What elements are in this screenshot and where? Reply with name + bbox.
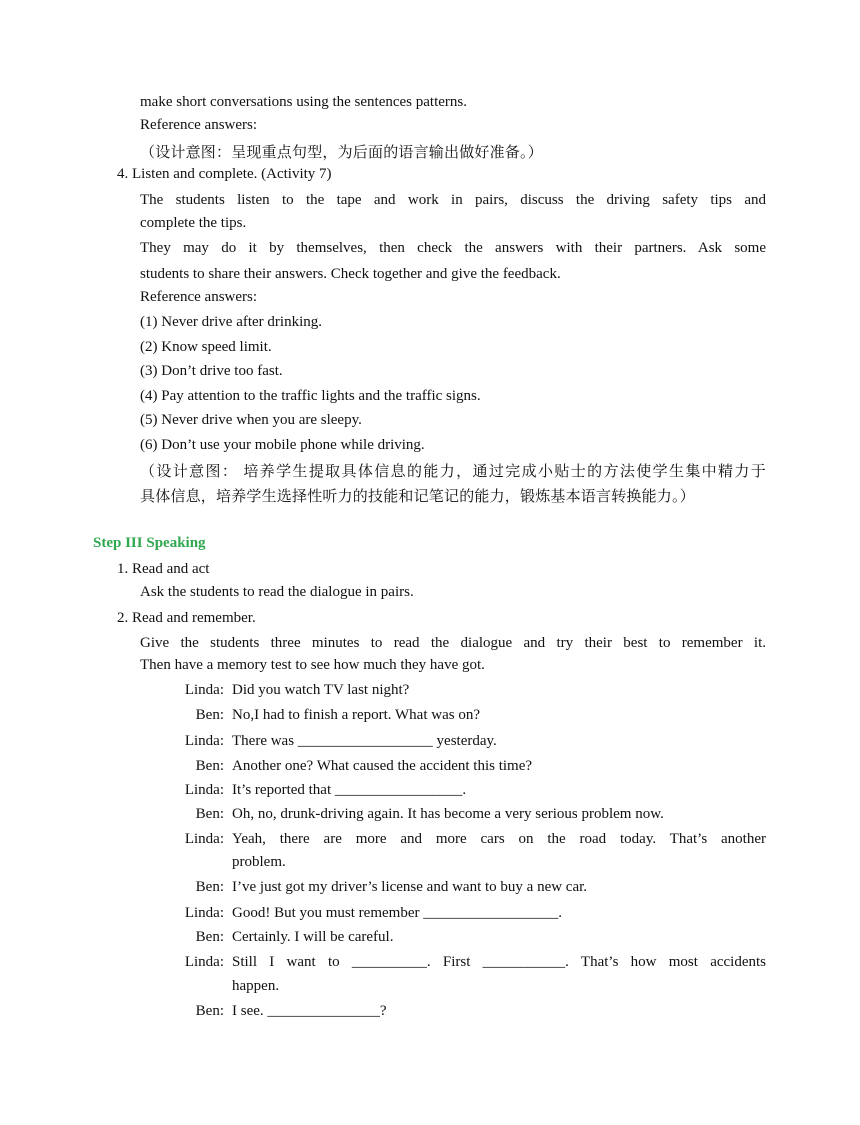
answer-item: (5) Never drive when you are sleepy. <box>140 412 362 428</box>
speaker-name: Linda: <box>184 905 224 921</box>
dialogue-text: Another one? What caused the accident this time? <box>232 758 533 774</box>
dialogue-text: Did you watch TV last night? <box>232 682 410 698</box>
dialogue-text: Oh, no, drunk-driving again. It has become a very serious problem now. <box>232 806 664 822</box>
dialogue-line <box>172 877 587 897</box>
answer-item: (4) Pay attention to the traffic lights and the traffic signs. <box>140 388 481 404</box>
dialogue-text: It’s reported that _________________. <box>232 782 467 798</box>
text-line: complete the tips. <box>140 215 247 231</box>
speaker-name: Ben: <box>195 879 224 895</box>
text-line: The students listen to the tape and work in pairs, discuss the driving safety tips and <box>140 192 766 208</box>
dialogue-text: Certainly. I will be careful. <box>232 929 394 945</box>
dialogue-line <box>172 804 664 824</box>
design-intent-note: （设计意图： 培养学生提取具体信息的能力，通过完成小贴士的方法使学生集中精力于 <box>140 464 766 480</box>
text-line: Give the students three minutes to read the dialogue and try their best to remember it. <box>140 635 766 651</box>
dialogue-text: I see. _______________? <box>232 1003 387 1019</box>
speaker-name: Ben: <box>195 758 224 774</box>
list-item-heading: 4. Listen and complete. (Activity 7) <box>117 166 332 182</box>
dialogue-continuation: problem. <box>232 854 286 870</box>
dialogue-line <box>172 780 466 800</box>
text-line: Ask the students to read the dialogue in pairs. <box>140 584 414 600</box>
design-intent-note: （设计意图：呈现重点句型，为后面的语言输出做好准备。） <box>140 145 543 161</box>
design-intent-note: 具体信息，培养学生选择性听力的技能和记笔记的能力，锻炼基本语言转换能力。） <box>140 489 695 505</box>
speaker-name: Ben: <box>195 806 224 822</box>
dialogue-line <box>172 680 409 700</box>
text-line: Then have a memory test to see how much they have got. <box>140 657 485 673</box>
dialogue-line <box>172 952 766 972</box>
speaker-name: Ben: <box>195 929 224 945</box>
answer-item: (1) Never drive after drinking. <box>140 314 323 330</box>
dialogue-line <box>172 829 766 849</box>
speaker-name: Ben: <box>195 707 224 723</box>
speaker-name: Ben: <box>195 1003 224 1019</box>
list-item-heading: 1. Read and act <box>117 561 210 577</box>
dialogue-text: I’ve just got my driver’s license and want to buy a new car. <box>232 879 588 895</box>
text-line: They may do it by themselves, then check the answers with their partners. Ask some <box>140 240 766 256</box>
dialogue-line <box>172 756 532 776</box>
answer-item: (6) Don’t use your mobile phone while driving. <box>140 437 425 453</box>
speaker-name: Linda: <box>184 682 224 698</box>
dialogue-line <box>172 927 393 947</box>
text-line: students to share their answers. Check together and give the feedback. <box>140 266 561 282</box>
speaker-name: Linda: <box>184 954 224 970</box>
answer-item: (3) Don’t drive too fast. <box>140 363 283 379</box>
section-heading: Step III Speaking <box>93 535 206 551</box>
dialogue-continuation: happen. <box>232 978 280 994</box>
dialogue-line <box>172 903 562 923</box>
dialogue-text: Still I want to __________. First ___________. That’s how most accidents <box>232 954 766 970</box>
answer-item: (2) Know speed limit. <box>140 339 272 355</box>
speaker-name: Linda: <box>184 782 224 798</box>
dialogue-text: There was __________________ yesterday. <box>232 733 497 749</box>
speaker-name: Linda: <box>184 733 224 749</box>
text-line: Reference answers: <box>140 289 258 305</box>
text-line: make short conversations using the sentences patterns. <box>140 94 467 110</box>
list-item-heading: 2. Read and remember. <box>117 610 256 626</box>
dialogue-text: Yeah, there are more and more cars on the road today. That’s another <box>232 831 766 847</box>
dialogue-line <box>172 731 497 751</box>
dialogue-text: No,I had to finish a report. What was on? <box>232 707 480 723</box>
dialogue-line <box>172 705 480 725</box>
text-line: Reference answers: <box>140 117 258 133</box>
dialogue-line <box>172 1001 387 1021</box>
dialogue-text: Good! But you must remember __________________. <box>232 905 562 921</box>
speaker-name: Linda: <box>184 831 224 847</box>
